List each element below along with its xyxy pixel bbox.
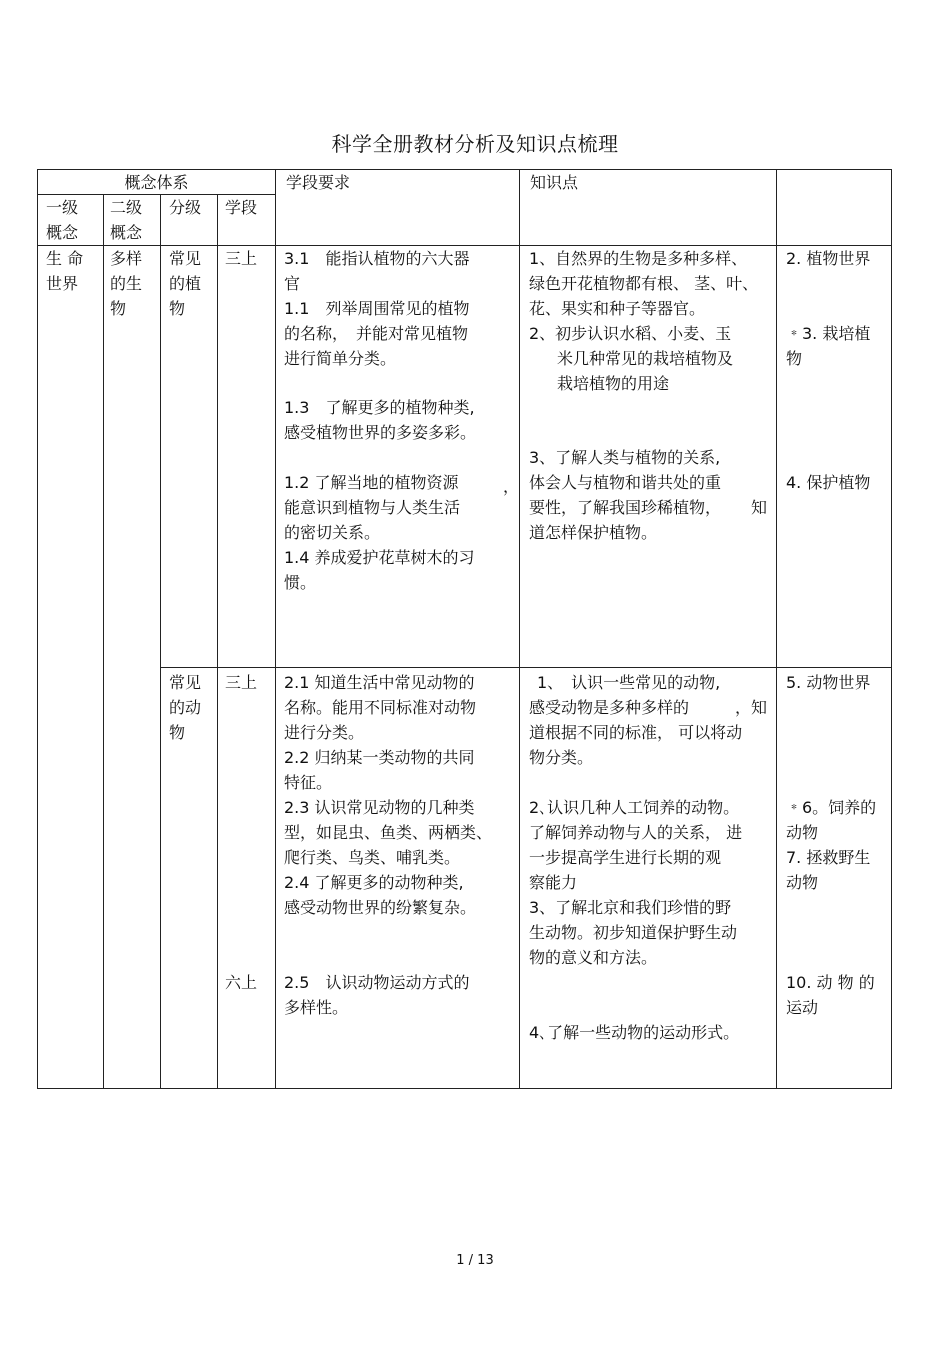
animals-req-2-3: 2.3 认识常见动物的几种类 型，如昆虫、鱼类、两栖类、 爬行类、鸟类、哺乳类。: [284, 798, 493, 867]
animals-category: 常见 的动 物: [169, 673, 202, 742]
plants-knowledge-2: 2、初步认识水稻、小麦、玉 米几种常见的栽培植物及 栽培植物的用途: [529, 324, 734, 393]
level2-diverse-life: 多样 的生 物: [110, 249, 143, 318]
animals-req-2-1: 2.1 知道生活中常见动物的 名称。能用不同标准对动物 进行分类。: [284, 673, 477, 742]
plants-knowledge-3: 3、了解人类与植物的关系, 体会人与植物和谐共处的重 要性，了解我国珍稀植物， 道怎样保护植物。: [529, 448, 722, 542]
animals-stage-2: 六上: [225, 973, 258, 992]
animals-knowledge-3: 3、了解北京和我们珍惜的野 生动物。初步知道保护野生动 物的意义和方法。: [529, 898, 738, 967]
knowledge-table: [37, 169, 892, 1089]
header-level1: 一级 概念: [46, 198, 79, 242]
plants-knowledge-1: 1、自然界的生物是多种多样、 绿色开花植物都有根、 茎、叶、 花、果实和种子等器官。: [529, 249, 759, 318]
plants-unit-2: 2. 植物世界: [786, 249, 871, 268]
animals-knowledge-1-tail: ，知: [735, 698, 768, 717]
level1-life-world: 生 命 世界: [46, 249, 84, 293]
animals-unit-5: 5. 动物世界: [786, 673, 871, 692]
page-title: 科学全册教材分析及知识点梳理: [331, 132, 619, 156]
plants-req-1-1: 1.1 列举周围常见的植物 的名称， 并能对常见植物 进行简单分类。: [284, 299, 470, 368]
plants-category: 常见 的植 物: [169, 249, 202, 318]
plants-req-3-1: 3.1 能指认植物的六大器 官: [284, 249, 470, 293]
header-requirement: 学段要求: [286, 173, 351, 192]
header-knowledge: 知识点: [530, 173, 579, 192]
animals-knowledge-2: 2､认识几种人工饲养的动物。 了解饲养动物与人的关系， 进 一步提高学生进行长期的观 察能力: [529, 798, 743, 892]
plants-req-1-4: 1.4 养成爱护花草树木的习 惯。: [284, 548, 475, 592]
header-stage: 学段: [225, 198, 258, 217]
animals-req-2-5: 2.5 认识动物运动方式的 多样性。: [284, 973, 470, 1017]
header-level2: 二级 概念: [110, 198, 143, 242]
plants-unit-3: ﹡3. 栽培植 物: [786, 324, 871, 368]
plants-unit-4: 4. 保护植物: [786, 473, 871, 492]
header-concept-system: 概念体系: [124, 173, 189, 192]
animals-knowledge-4: 4､了解一些动物的运动形式。: [529, 1023, 740, 1042]
animals-unit-6: ﹡6。饲养的 动物: [786, 798, 877, 842]
plants-req-comma: ，: [503, 477, 520, 496]
page-number: 1 / 13: [456, 1253, 494, 1268]
plants-knowledge-tail: 知: [751, 498, 768, 517]
plants-stage: 三上: [225, 249, 258, 268]
header-grading: 分级: [169, 198, 202, 217]
plants-req-1-3: 1.3 了解更多的植物种类, 感受植物世界的多姿多彩。: [284, 398, 477, 442]
animals-req-2-4: 2.4 了解更多的动物种类, 感受动物世界的纷繁复杂。: [284, 873, 477, 917]
animals-req-2-2: 2.2 归纳某一类动物的共同 特征。: [284, 748, 475, 792]
animals-knowledge-1: 1、 认识一些常见的动物, 感受动物是多种多样的 道根据不同的标准， 可以将动 物分类。: [529, 673, 743, 767]
animals-unit-7: 7. 拯救野生 动物: [786, 848, 871, 892]
animals-stage-1: 三上: [225, 673, 258, 692]
plants-req-1-2: 1.2 了解当地的植物资源 能意识到植物与人类生活 的密切关系。: [284, 473, 461, 542]
animals-unit-10: 10. 动 物 的 运动: [786, 973, 875, 1017]
